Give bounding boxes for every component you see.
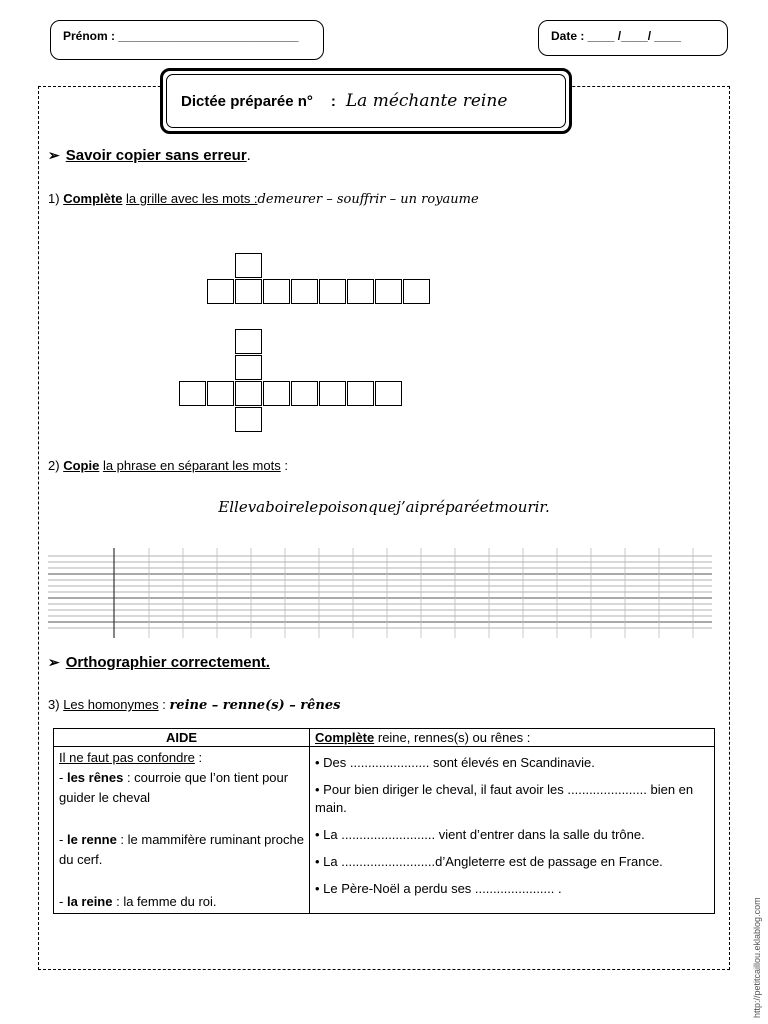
section-1-label: Savoir copier sans erreur	[65, 147, 247, 164]
q3-number: 3)	[48, 697, 60, 712]
q3-label: Les homonymes	[63, 697, 159, 712]
question-1	[48, 191, 479, 207]
prenom-label: Prénom : ___________________________	[63, 29, 299, 43]
exercise-sentence[interactable]: • Des ...................... sont élevés en Scandinavie.	[315, 755, 595, 770]
q2-colon: :	[284, 458, 288, 473]
aide-item-renne: - le renne : le mammifère ruminant proche du cerf.	[59, 832, 304, 867]
exercise-header-verb: Complète	[315, 730, 375, 745]
grid-cell[interactable]	[347, 279, 374, 304]
date-label: Date : ____ /____/ ____	[551, 29, 682, 43]
grid-cell[interactable]	[179, 381, 206, 406]
exercise-sentence[interactable]: • Pour bien diriger le cheval, il faut avoir les ...................... bien en main.	[315, 782, 694, 815]
aide-header: AIDE	[54, 729, 310, 747]
grid-cell[interactable]	[235, 355, 262, 380]
q2-verb: Copie	[63, 458, 100, 473]
title-script: La méchante reine	[345, 91, 508, 111]
section-2-label: Orthographier correctement.	[65, 654, 270, 671]
q3-words: reine – renne(s) – rênes	[169, 698, 341, 713]
question-3	[48, 697, 340, 713]
question-2	[48, 458, 288, 473]
aide-content	[54, 747, 310, 914]
source-url: http://petitcaillou.eklablog.com	[752, 897, 762, 1018]
aide-item-renes: - les rênes : courroie que l’on tient pour guider le cheval	[59, 770, 289, 805]
section-1-period: .	[246, 147, 251, 164]
date-box	[538, 20, 728, 56]
title-colon: :	[330, 92, 336, 110]
aide-table	[53, 728, 715, 914]
grid-cell[interactable]	[207, 279, 234, 304]
grid-cell[interactable]	[291, 279, 318, 304]
grid-cell[interactable]	[263, 381, 290, 406]
arrow-icon: ➢	[48, 654, 60, 670]
grid-cell[interactable]	[235, 381, 262, 406]
exercise-header-text: reine, rennes(s) ou rênes :	[377, 730, 531, 745]
grid-cell[interactable]	[375, 279, 402, 304]
grid-cell[interactable]	[291, 381, 318, 406]
scrambled-sentence: Ellevaboirelepoisonquej’aipréparéetmourir.	[218, 498, 550, 516]
grid-cell[interactable]	[235, 329, 262, 354]
grid-cell[interactable]	[319, 381, 346, 406]
q3-colon: :	[162, 697, 166, 712]
q1-number: 1)	[48, 191, 60, 206]
aide-intro: Il ne faut pas confondre	[59, 750, 195, 765]
title-text: Dictée préparée n°	[181, 92, 313, 110]
aide-intro-colon: :	[198, 750, 203, 765]
q2-text: la phrase en séparant les mots	[102, 458, 281, 473]
arrow-icon: ➢	[48, 147, 60, 163]
grid-cell[interactable]	[235, 253, 262, 278]
grid-cell[interactable]	[347, 381, 374, 406]
grid-cell[interactable]	[263, 279, 290, 304]
q1-verb: Complète	[63, 191, 123, 206]
exercise-sentence[interactable]: • La .......................... vient d’entrer dans la salle du trône.	[315, 827, 645, 842]
aide-item-reine: - la reine : la femme du roi.	[59, 894, 217, 909]
title-box	[160, 68, 572, 134]
exercise-content	[310, 747, 715, 914]
grid-cell[interactable]	[235, 407, 262, 432]
exercise-header	[310, 729, 715, 747]
q1-text: la grille avec les mots :	[126, 191, 258, 206]
grid-cell[interactable]	[375, 381, 402, 406]
grid-cell[interactable]	[403, 279, 430, 304]
section-1-title	[48, 147, 251, 164]
grid-cell[interactable]	[235, 279, 262, 304]
q2-number: 2)	[48, 458, 60, 473]
q1-words: demeurer – souffrir – un royaume	[257, 192, 479, 207]
section-2-title	[48, 654, 270, 671]
writing-lines[interactable]	[48, 548, 712, 638]
grid-cell[interactable]	[319, 279, 346, 304]
grid-cell[interactable]	[207, 381, 234, 406]
prenom-box	[50, 20, 324, 60]
exercise-sentence[interactable]: • Le Père-Noël a perdu ses ...................... .	[315, 881, 562, 896]
exercise-sentence[interactable]: • La ..........................d’Angleterre est de passage en France.	[315, 854, 663, 869]
